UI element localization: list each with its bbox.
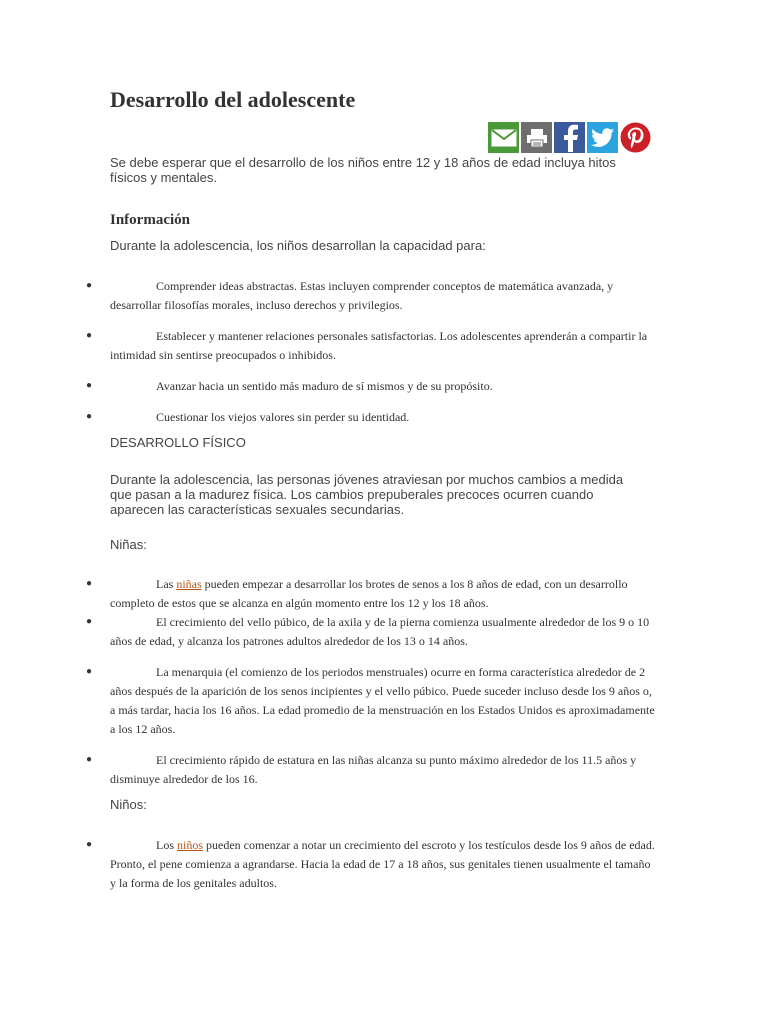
boys-link[interactable]: niños [177,838,204,852]
bullet-icon: ● [86,330,93,341]
physical-heading: DESARROLLO FÍSICO [110,435,246,450]
list-item: Las niñas pueden empezar a desarrollar los brotes de senos a los 8 años de edad, con un desarrollo completo de estos que se alcanza en algún momento entre los 12 y los 18 años. [110,577,628,610]
info-heading: Información [110,212,190,228]
print-button[interactable] [521,122,552,153]
list-item: Establecer y mantener relaciones personales satisfactorias. Los adolescentes aprenderán a compartir la intimidad sin sentirse preocupados o inhibidos. [110,329,648,362]
list-item: Comprender ideas abstractas. Estas incluyen comprender conceptos de matemática avanzada, y desarrollar filosofías morales, incluso derechos y privilegios. [110,279,614,312]
list-item: El crecimiento del vello púbico, de la axila y de la pierna comienza usualmente alrededor de los 9 o 10 años de edad, y alcanza los patrones adultos alrededor de los 13 o 14 años. [110,615,650,648]
bullet-icon: ● [86,280,93,291]
bullet-icon: ● [86,754,93,765]
bullet-icon: ● [86,578,93,589]
bullet-icon: ● [86,666,93,677]
bullet-icon: ● [86,411,93,422]
twitter-share-button[interactable] [587,122,618,153]
physical-paragraph: Durante la adolescencia, las personas jóvenes atraviesan por muchos cambios a medida que pasan a la madurez física. Los cambios prepuberales precoces ocurren cuando aparecen las características sexuales secundarias. [110,472,624,517]
girls-link[interactable]: niñas [176,577,202,591]
email-icon [491,129,517,147]
info-lead: Durante la adolescencia, los niños desarrollan la capacidad para: [110,238,486,253]
email-share-button[interactable] [488,122,519,153]
bullet-icon: ● [86,616,93,627]
girls-label: Niñas: [110,537,147,552]
facebook-icon [560,124,580,152]
print-icon [526,128,548,148]
twitter-icon [591,128,615,148]
list-item: Cuestionar los viejos valores sin perder su identidad. [156,410,410,424]
facebook-share-button[interactable] [554,122,585,153]
pinterest-icon [620,122,651,153]
list-item: Los niños pueden comenzar a notar un crecimiento del escroto y los testículos desde los 9 años de edad. Pronto, el pene comienza a agrandarse. Hacia la edad de 17 a 18 años, sus genitales tienen usualmente el tamaño y la forma de los genitales adultos. [110,838,655,890]
page-title: Desarrollo del adolescente [110,87,356,112]
list-item: Avanzar hacia un sentido más maduro de sí mismos y de su propósito. [156,379,493,393]
pinterest-share-button[interactable] [620,122,651,153]
share-toolbar [488,122,651,154]
list-item: La menarquia (el comienzo de los periodos menstruales) ocurre en forma característica alrededor de 2 años después de la aparición de los senos incipientes y el vello púbico. Puede suceder incluso desde los 9 años o, a más tardar, hacia los 16 años. La edad promedio de la menstruación en los Estados Unidos es aproximadamente a los 12 años. [110,665,655,736]
boys-label: Niños: [110,797,147,812]
list-item: El crecimiento rápido de estatura en las niñas alcanza su punto máximo alrededor de los 11.5 años y disminuye alrededor de los 16. [110,753,637,786]
intro-paragraph: Se debe esperar que el desarrollo de los niños entre 12 y 18 años de edad incluya hitos físicos y mentales. [110,155,616,185]
bullet-icon: ● [86,839,93,850]
bullet-icon: ● [86,380,93,391]
